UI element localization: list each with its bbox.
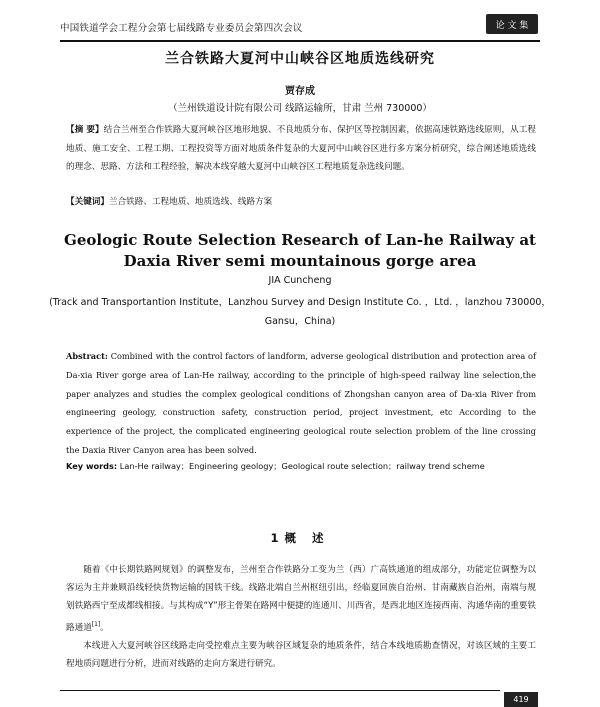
english-author: JIA Cuncheng (268, 275, 332, 286)
section-heading: 1概 述 (270, 531, 330, 545)
chinese-abstract (66, 121, 536, 177)
footer-rule (60, 690, 500, 691)
chinese-abstract-text: 结合兰州至合作铁路大夏河峡谷区地形地貌、不良地质分布、保护区等控制因素，依据高速铁路选线原则，从工程地质、施工安全、工程工期、工程投资等方面对地质条件复杂的大夏河中山峡谷区进行多方案分析研究，综合阐述地质选线的理念、思路、方法和工程经验，解决本线穿越大夏河中山峡谷区工程地质复杂选线问题。 (66, 125, 536, 172)
chinese-keywords-label: 【关键词】 (66, 197, 109, 207)
body-paragraph-2: 本线进入大夏河峡谷区线路走向受控难点主要为峡谷区域复杂的地质条件，结合本线地质勘查情况，对该区域的主要工程地质问题进行分析，进而对线路的走向方案进行研究。 (66, 640, 536, 669)
page-number: 419 (504, 692, 538, 707)
english-keywords-text: Lan-He railway；Engineering geology；Geological route selection；railway trend scheme (119, 461, 485, 471)
body-paragraph-1 (66, 561, 536, 637)
running-header (60, 10, 540, 42)
chinese-author: 贾存成 (285, 86, 315, 97)
body-paragraph-1-end: 。 (100, 622, 109, 633)
chinese-keywords-text: 兰合铁路、工程地质、地质选线、线路方案 (108, 197, 273, 207)
chinese-abstract-label: 【摘 要】 (66, 125, 104, 135)
english-abstract-text: Combined with the control factors of landform, adverse geological distribution and protection area of Da-xia River gorge area of Lan-He railway, according to the principle of high-speed railway line selection,the paper analyzes and studies the complex geological conditions of Zhongshan canyon area of Da-xia River from engineering geology, construction safety, construction period, project investment, etc According to the experience of the project, the complicated engineering geological route selection problem of the line crossing the Daxia River Canyon area has been solved. (66, 351, 536, 455)
section-body (66, 561, 536, 673)
citation-1[interactable]: [1] (91, 620, 101, 628)
body-paragraph-1-text: 随着《中长期铁路网规划》的调整发布，兰州至合作铁路分工变为兰（西）广高铁通道的组成部分，功能定位调整为以客运为主并兼顾沿线轻快货物运输的国铁干线。线路北端自兰州枢纽引出，经临夏回族自治州、甘南藏族自治州，南端与规划铁路西宁至成都线相接。与其构成“Y”形主骨架在路网中便捷的连通川、川西省，是西北地区连接西南、沟通华南的重要铁路通道 (66, 565, 536, 633)
english-title: Geologic Route Selection Research of Lan-he Railway at Daxia River semi mountainous gorge area (64, 231, 536, 270)
chinese-affiliation: （兰州铁道设计院有限公司 线路运输所，甘肃 兰州 730000） (168, 103, 432, 114)
english-keywords-label: Key words: (66, 461, 118, 471)
chinese-keywords (66, 195, 536, 207)
english-abstract (66, 347, 536, 460)
english-abstract-label: Abstract: (66, 351, 108, 361)
chinese-title: 兰合铁路大夏河中山峡谷区地质选线研究 (165, 51, 435, 67)
english-keywords (66, 461, 536, 472)
conference-name: 中国铁道学会工程分会第七届线路专业委员会第四次会议 (60, 23, 303, 34)
english-affiliation: (Track and Transportantion Institute，Lanzhou Survey and Design Institute Co. ，Ltd. ，lanzhou 730000，Gansu，China) (49, 297, 551, 327)
proceedings-badge: 论 文 集 (486, 14, 538, 34)
